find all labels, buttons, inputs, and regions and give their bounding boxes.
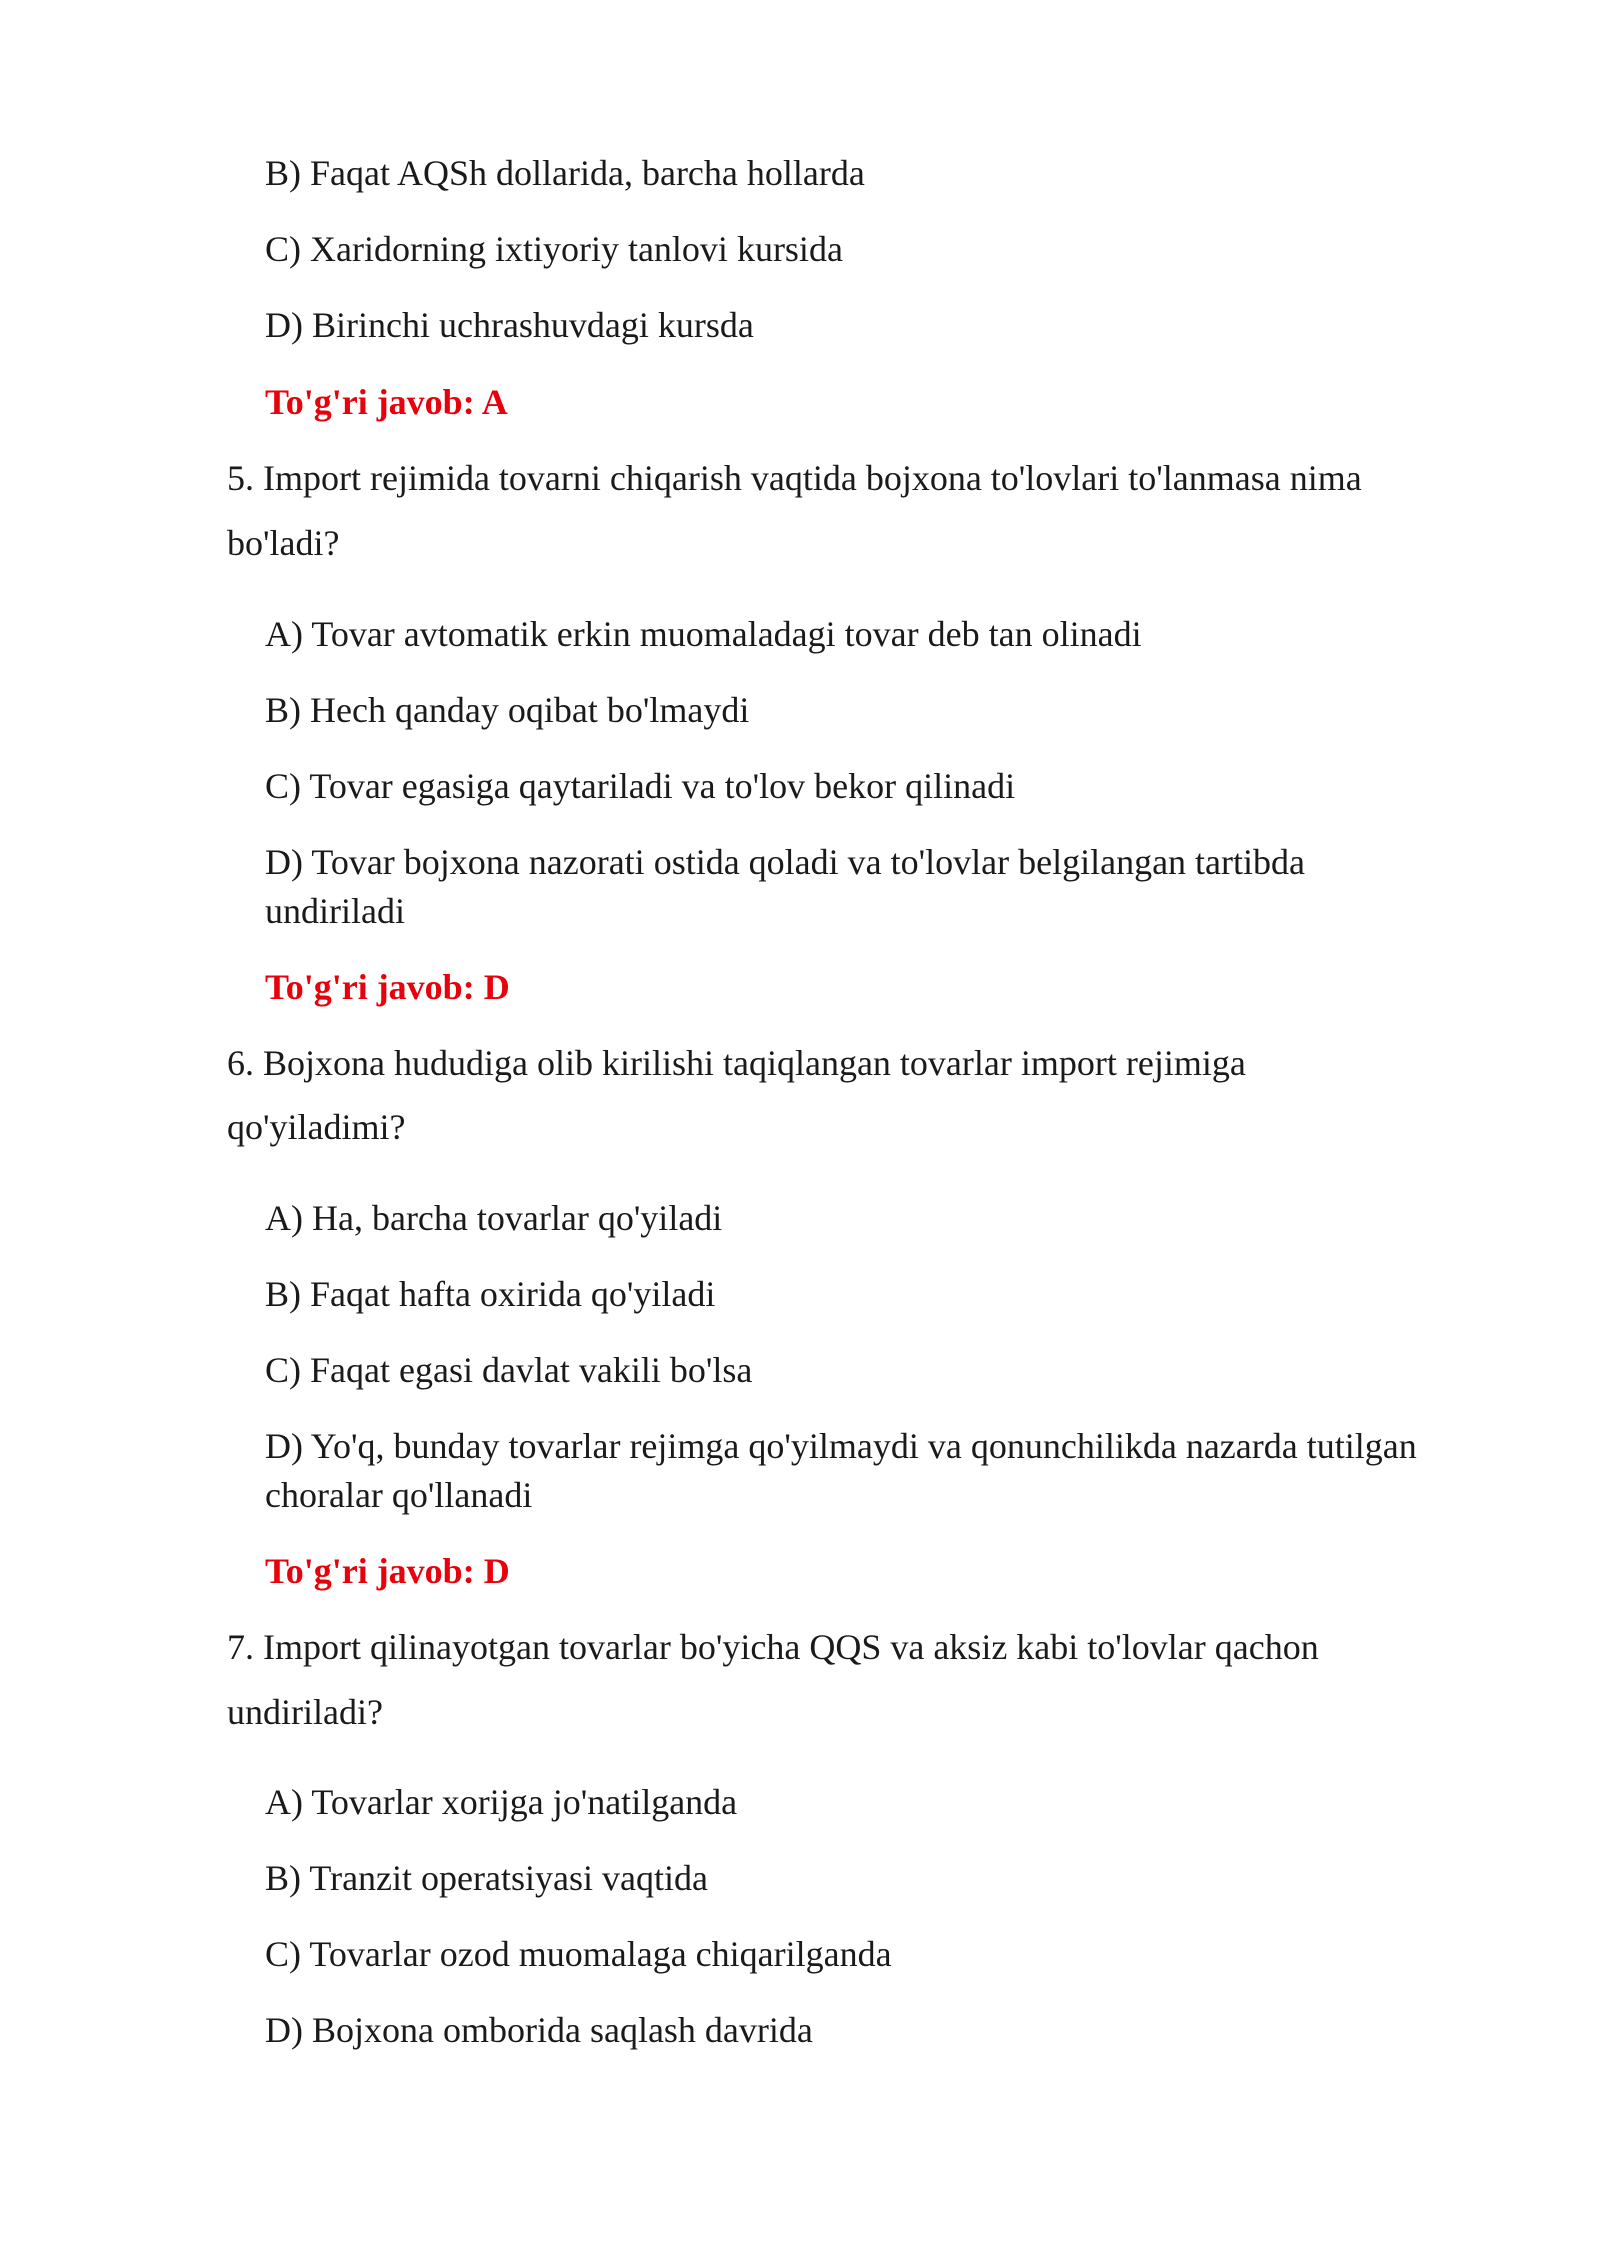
q6-question-line1: 6. Bojxona hududiga olib kirilishi taqiqlangan tovarlar import rejimiga [227, 1043, 1246, 1083]
q6-question-line2: qo'yiladimi? [227, 1107, 406, 1147]
q6-option-c: C) Faqat egasi davlat vakili bo'lsa [265, 1350, 753, 1390]
q7-question-line1: 7. Import qilinayotgan tovarlar bo'yicha QQS va aksiz kabi to'lovlar qachon [227, 1627, 1319, 1667]
q5-option-d-line2: undiriladi [265, 891, 405, 931]
q5-correct-answer: To'g'ri javob: D [265, 967, 510, 1007]
q5-option-a: A) Tovar avtomatik erkin muomaladagi tovar deb tan olinadi [265, 614, 1142, 654]
q6-option-d-line2: choralar qo'llanadi [265, 1475, 533, 1515]
q5-option-d: D) Tovar bojxona nazorati ostida qoladi va to'lovlar belgilangan tartibda [265, 842, 1305, 882]
q4-option-d: D) Birinchi uchrashuvdagi kursda [265, 305, 754, 345]
q7-option-b: B) Tranzit operatsiyasi vaqtida [265, 1858, 708, 1898]
q5-question-line1: 5. Import rejimida tovarni chiqarish vaqtida bojxona to'lovlari to'lanmasa nima [227, 458, 1362, 498]
q4-correct-answer: To'g'ri javob: A [265, 382, 508, 422]
q6-correct-answer: To'g'ri javob: D [265, 1551, 510, 1591]
q7-option-a: A) Tovarlar xorijga jo'natilganda [265, 1782, 738, 1822]
q7-option-d: D) Bojxona omborida saqlash davrida [265, 2010, 813, 2050]
q6-option-b: B) Faqat hafta oxirida qo'yiladi [265, 1274, 716, 1314]
q6-option-d: D) Yo'q, bunday tovarlar rejimga qo'yilmaydi va qonunchilikda nazarda tutilgan [265, 1426, 1417, 1466]
q7-question-line2: undiriladi? [227, 1692, 383, 1732]
q4-option-b: B) Faqat AQSh dollarida, barcha hollarda [265, 153, 865, 193]
q5-question-line2: bo'ladi? [227, 523, 340, 563]
q6-option-a: A) Ha, barcha tovarlar qo'yiladi [265, 1198, 723, 1238]
q5-option-c: C) Tovar egasiga qaytariladi va to'lov bekor qilinadi [265, 766, 1016, 806]
q4-option-c: C) Xaridorning ixtiyoriy tanlovi kursida [265, 229, 843, 269]
q5-option-b: B) Hech qanday oqibat bo'lmaydi [265, 690, 750, 730]
q7-option-c: C) Tovarlar ozod muomalaga chiqarilganda [265, 1934, 892, 1974]
